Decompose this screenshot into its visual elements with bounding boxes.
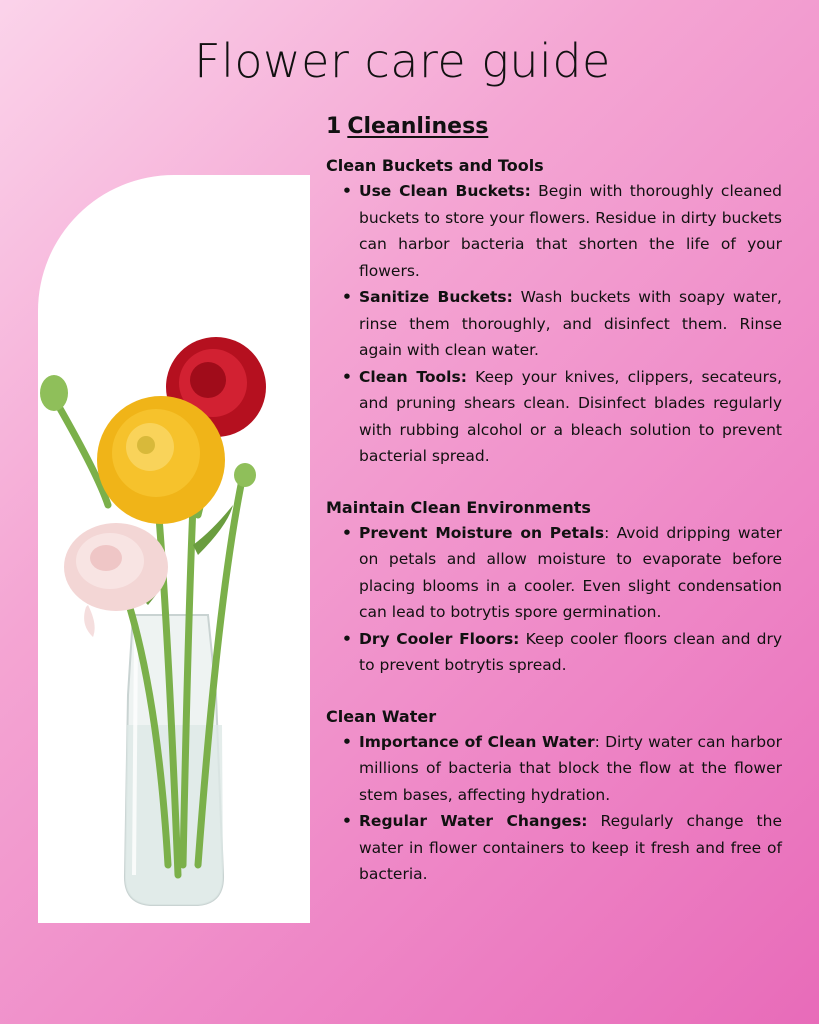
care-guide-content (326, 112, 782, 914)
bullet-icon: • (342, 629, 352, 648)
item-text: : Dirty water can harbor millions of bacteria that block the flow at the flower stem bases, affecting hydration. (359, 732, 782, 804)
bullet-list (326, 178, 782, 470)
item-text: Wash buckets with soapy water, rinse them thoroughly, and disinfect them. Rinse again with clean water. (359, 288, 782, 359)
section-title: Cleanliness (347, 114, 489, 139)
item-label: Regular Water Changes: (359, 812, 588, 830)
section-number: 1 (326, 114, 342, 139)
item-label: Use Clean Buckets: (359, 182, 531, 200)
group-heading: Clean Water (326, 706, 437, 726)
group-clean-buckets-and-tools (326, 154, 782, 470)
item-label: Clean Tools: (359, 367, 467, 386)
item-text: Keep your knives, clippers, secateurs, and pruning shears clean. Disinfect blades regularly with rubbing alcohol or a bleach solution to prevent bacterial spread. (359, 367, 782, 465)
group-heading: Maintain Clean Environments (326, 497, 591, 517)
page-title: Flower care guide (194, 34, 611, 88)
bullet-icon: • (342, 812, 352, 830)
list-item (326, 364, 782, 470)
bullet-icon: • (342, 288, 352, 306)
bullet-icon: • (342, 367, 352, 386)
bullet-list (326, 729, 782, 888)
list-item (326, 808, 782, 888)
item-label: Sanitize Buckets: (359, 288, 513, 306)
list-item (326, 284, 782, 364)
list-item (326, 729, 782, 809)
flower-vase-photo (38, 175, 310, 923)
list-item (326, 626, 782, 679)
item-text: Keep cooler floors clean and dry to prevent botrytis spread. (359, 629, 782, 674)
group-maintain-clean-environments (326, 496, 782, 679)
bullet-icon: • (342, 182, 352, 200)
item-text: Regularly change the water in flower containers to keep it fresh and free of bacteria. (359, 812, 782, 883)
group-heading: Clean Buckets and Tools (326, 156, 544, 175)
item-label: Prevent Moisture on Petals (359, 523, 605, 542)
group-clean-water (326, 705, 782, 888)
bullet-icon: • (342, 523, 352, 542)
item-label: Importance of Clean Water (359, 732, 595, 751)
item-label: Dry Cooler Floors: (359, 629, 520, 648)
item-text: : Avoid dripping water on petals and allow moisture to evaporate before placing blooms in a cooler. Even slight condensation can lead to botrytis spore germination. (359, 523, 782, 621)
list-item (326, 178, 782, 284)
item-text: Begin with thoroughly cleaned buckets to store your flowers. Residue in dirty buckets can harbor bacteria that shorten the life of your flowers. (359, 182, 782, 280)
section-heading (326, 112, 782, 142)
list-item (326, 520, 782, 626)
yellow-ranunculus-flower (97, 396, 225, 524)
bullet-list (326, 520, 782, 679)
bullet-icon: • (342, 732, 352, 751)
